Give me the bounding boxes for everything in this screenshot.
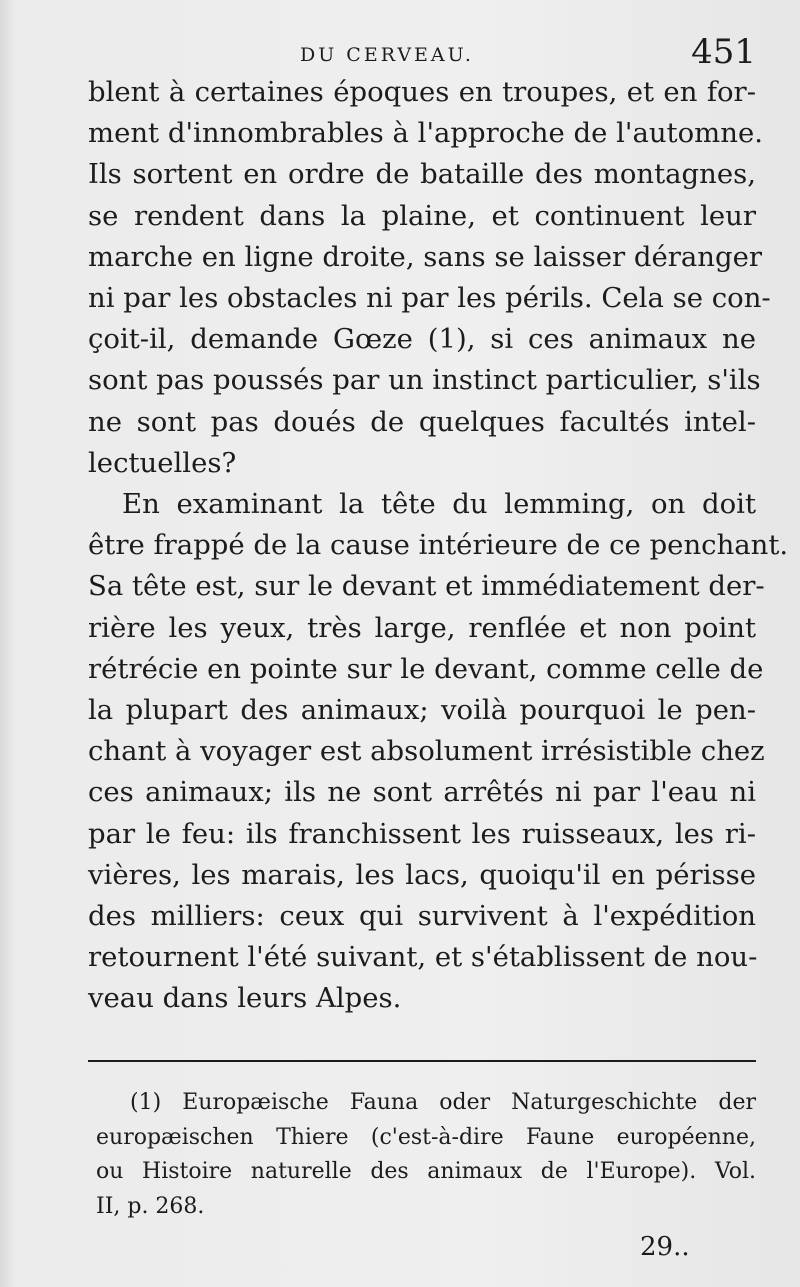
text-line: Ils sortent en ordre de bataille des montagnes,	[88, 158, 756, 191]
page-header	[88, 30, 756, 78]
text-line: la plupart des animaux; voilà pourquoi le pen-	[88, 694, 756, 727]
text-line: chant à voyager est absolument irrésistible chez	[88, 735, 765, 768]
text-line: des milliers: ceux qui survivent à l'expédition	[88, 900, 756, 933]
text-line: marche en ligne droite, sans se laisser déranger	[88, 240, 763, 273]
paragraph-1	[88, 72, 771, 484]
text-line: lectuelles?	[88, 446, 237, 479]
text-line: ne sont pas doués de quelques facultés intel-	[88, 405, 756, 438]
footnote-line: ou Histoire naturelle des animaux de l'Europe). Vol.	[96, 1159, 756, 1184]
text-line: Sa tête est, sur le devant et immédiatement der-	[88, 570, 765, 603]
text-line: rétrécie en pointe sur le devant, comme celle de	[88, 652, 764, 685]
page-number: 451	[691, 32, 756, 72]
text-line: être frappé de la cause intérieure de ce penchant.	[88, 529, 789, 562]
text-line: par le feu: ils franchissent les ruisseaux, les ri-	[88, 817, 756, 850]
running-head: DU CERVEAU.	[300, 44, 474, 66]
text-line: En examinant la tête du lemming, on doit	[122, 488, 756, 521]
signature-mark: 29..	[640, 1232, 690, 1262]
body-text	[88, 72, 789, 1020]
text-line: ment d'innombrables à l'approche de l'automne.	[88, 117, 763, 150]
footnote-line: europæischen Thiere (c'est-à-dire Faune européenne,	[96, 1124, 756, 1150]
text-line: veau dans leurs Alpes.	[88, 982, 402, 1015]
footnote	[96, 1086, 756, 1224]
text-line: vières, les marais, les lacs, quoiqu'il en périsse	[88, 858, 756, 891]
text-line: çoit-il, demande Gœze (1), si ces animaux ne	[88, 323, 756, 356]
footnote-rule	[88, 1060, 756, 1062]
text-line: sont pas poussés par un instinct particulier, s'ils	[88, 364, 761, 397]
paragraph-2	[88, 484, 789, 1020]
text-line: rière les yeux, très large, renflée et non point	[88, 611, 756, 644]
text-line: ni par les obstacles ni par les périls. Cela se con-	[88, 282, 771, 315]
footnote-line: II, p. 268.	[96, 1193, 205, 1219]
footnote-line: (1) Europæische Fauna oder Naturgeschichte der	[130, 1090, 756, 1115]
text-line: blent à certaines époques en troupes, et en for-	[88, 76, 756, 108]
text-line: retournent l'été suivant, et s'établissent de nou-	[88, 941, 758, 974]
text-line: ces animaux; ils ne sont arrêtés ni par l'eau ni	[88, 776, 756, 809]
text-line: se rendent dans la plaine, et continuent leur	[88, 199, 756, 232]
